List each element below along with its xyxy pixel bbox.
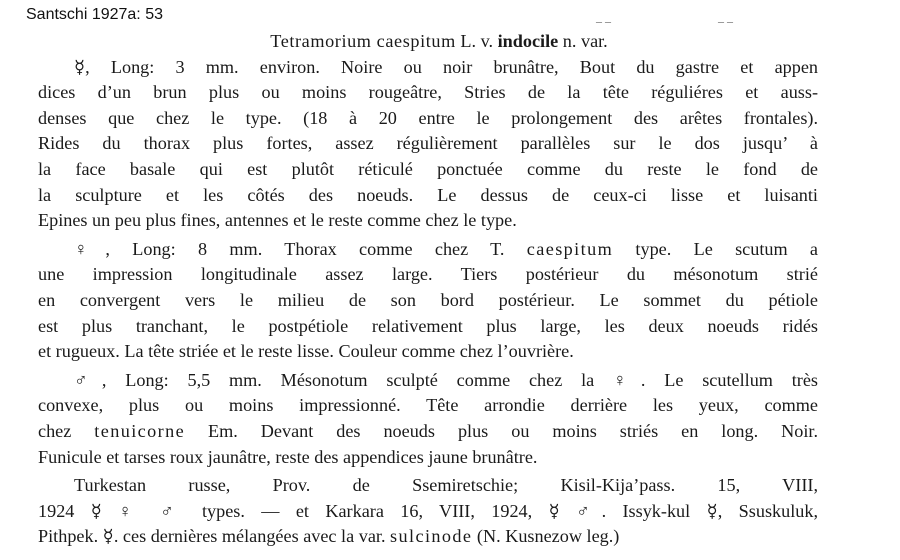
text-line: la sculpture et les côtés des noeuds. Le dessus de ceux-ci lisse et luisanti (38, 184, 818, 205)
scan-artifact-marks-right: ‒ ‒ (718, 14, 733, 28)
text-line (38, 419, 818, 445)
text-segment: (N. Kusnezow leg.) (472, 526, 620, 547)
text-line: est plus tranchant, le postpétiole relativement plus large, les deux noeuds ridés (38, 315, 818, 336)
text-segment: type. Le scutum a (613, 238, 818, 259)
species-title (38, 29, 818, 55)
species-name-spaced: caespitum (526, 238, 614, 259)
title-author: L. v. (460, 31, 494, 51)
text-line: convexe, plus ou moins impressionné. Tête arrondie derrière les yeux, comme (38, 395, 818, 416)
text-line: Funicule et tarses roux jaunâtre, reste des appendices jaune brunâtre. (38, 446, 538, 467)
citation-label: Santschi 1927a: 53 (26, 6, 163, 23)
text-segment: Em. Devant des noeuds plus ou moins striés en long. Noir. (185, 420, 818, 441)
text-line: denses que chez le type. (18 à 20 entre le prolongement des arêtes frontales). (38, 107, 818, 128)
text-line: Turkestan russe, Prov. de Ssemiretschie; Kisil-Kija’pass. 15, VIII, (74, 475, 818, 496)
text-line: ♂, Long: 5,5 mm. Mésonotum sculpté comme chez la ♀. Le scutellum très (74, 369, 818, 390)
species-name-spaced: sulcinode (390, 526, 473, 547)
text-line (38, 237, 818, 263)
text-line: une impression longitudinale assez large. Tiers postérieur du mésonotum strié (38, 264, 818, 285)
text-line: Rides du thorax plus fortes, assez régulièrement parallèles sur le dos jusqu’ à (38, 133, 818, 154)
worker-description (38, 55, 818, 234)
text-segment: Pithpek. ☿. ces dernières mélangées avec la var. (38, 526, 391, 547)
locality-paragraph (38, 473, 818, 550)
text-segment: chez (38, 420, 95, 441)
text-segment: ♀, Long: 8 mm. Thorax comme chez T. (74, 238, 527, 259)
text-line: 1924 ☿ ♀ ♂ types. — et Karkara 16, VIII, 1924, ☿ ♂. Issyk-kul ☿, Ssuskuluk, (38, 500, 818, 521)
text-line: ☿, Long: 3 mm. environ. Noire ou noir brunâtre, Bout du gastre et appen (74, 56, 818, 77)
text-line: et rugueux. La tête striée et le reste lisse. Couleur comme chez l’ouvrière. (38, 341, 574, 362)
male-description (38, 368, 818, 470)
queen-description (38, 237, 818, 365)
text-line: la face basale qui est plutôt réticulé ponctuée comme du reste le fond de (38, 158, 818, 179)
text-line: Epines un peu plus fines, antennes et le reste comme chez le type. (38, 210, 517, 231)
text-line: dices d’un brun plus ou moins rougeâtre, Stries de la tête réguliéres et auss- (38, 82, 818, 103)
document-body (38, 29, 818, 550)
text-line (38, 524, 818, 550)
title-status: n. var. (562, 31, 608, 51)
title-species: Tetramorium caespitum (270, 31, 456, 51)
species-name-spaced: tenuicorne (94, 420, 186, 441)
text-line: en convergent vers le milieu de son bord postérieur. Le sommet du pétiole (38, 289, 818, 310)
title-variety: indocile (497, 31, 559, 51)
scan-artifact-marks: ‒ ‒ (596, 14, 611, 28)
